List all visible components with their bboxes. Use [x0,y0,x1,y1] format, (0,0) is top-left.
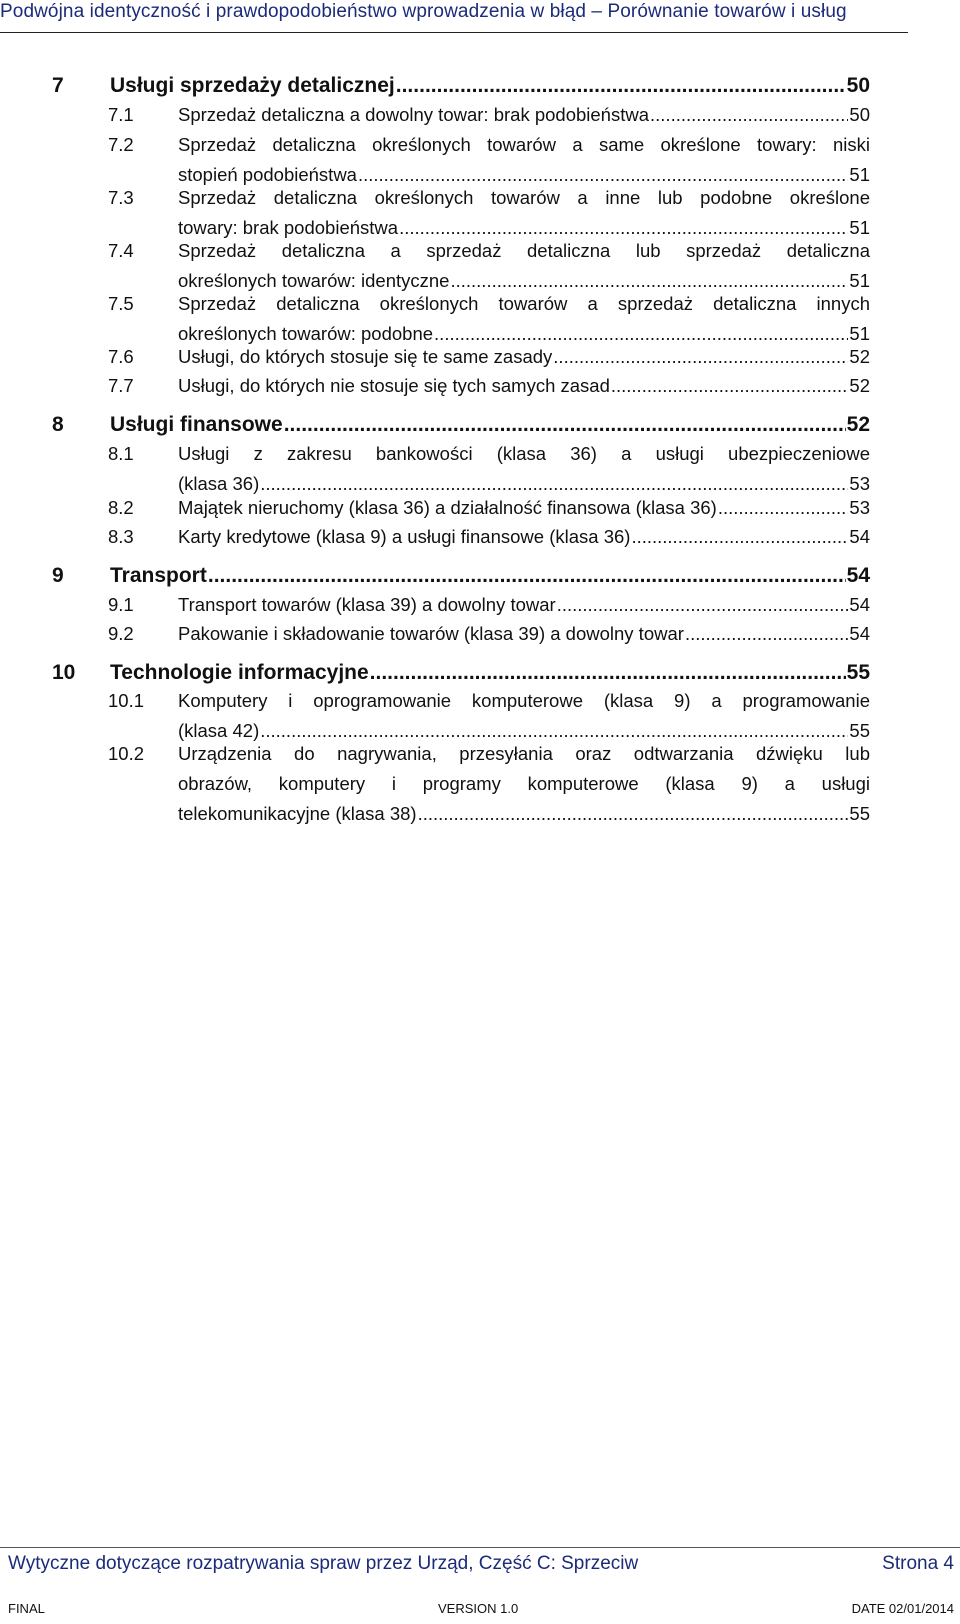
toc-dot-leader [396,73,846,99]
toc-page-number: 55 [846,661,870,684]
toc-dot-leader [450,269,848,292]
toc-dot-leader [208,563,846,589]
toc-dot-leader [399,216,848,239]
toc-page-number: 52 [849,375,870,396]
toc-number: 7.1 [108,104,134,125]
toc-page-number: 50 [849,104,870,125]
toc-title: stopień podobieństwa [178,164,357,185]
toc-title: Sprzedaż detaliczna określonych towarów a sprzedaż detaliczna innych [178,293,870,314]
toc-page-number: 53 [849,497,870,518]
footer-page-number: Strona 4 [882,1553,954,1574]
toc-dot-leader [370,660,846,686]
toc-title: Technologie informacyjne [110,661,369,684]
footer-divider [0,1547,960,1548]
header-title: Podwójna identyczność i prawdopodobieństwo wprowadzenia w błąd – Porównanie towarów i usług [0,1,847,22]
toc-number: 8.2 [108,497,134,518]
toc-page-number: 51 [849,217,870,238]
toc-title: określonych towarów: identyczne [178,270,450,291]
toc-page-number: 54 [849,526,870,547]
toc-number: 10.2 [108,743,145,764]
toc-title: obrazów, komputery i programy komputerowe (klasa 9) a usługi [178,773,870,794]
toc-title: towary: brak podobieństwa [178,217,399,238]
toc-title: Usługi z zakresu bankowości (klasa 36) a usługi ubezpieczeniowe [178,443,870,464]
toc-number: 8.1 [108,443,134,464]
toc-number: 7.6 [108,346,134,367]
footer-date: DATE 02/01/2014 [851,1601,954,1616]
toc-title: Usługi, do których nie stosuje się tych samych zasad [178,375,610,396]
toc-title: Majątek nieruchomy (klasa 36) a działalność finansowa (klasa 36) [178,497,717,518]
toc-number: 10.1 [108,690,145,711]
toc-title: Karty kredytowe (klasa 9) a usługi finansowe (klasa 36) [178,526,631,547]
toc-title: telekomunikacyjne (klasa 38) [178,803,417,824]
footer-status: FINAL [8,1601,45,1616]
toc-number: 7.5 [108,293,134,314]
toc-dot-leader [557,593,849,616]
toc-dot-leader [611,374,849,397]
toc-title: Sprzedaż detaliczna a dowolny towar: brak podobieństwa [178,104,650,125]
toc-page-number: 54 [849,623,870,644]
toc-dot-leader [685,622,848,645]
toc-dot-leader [718,496,849,519]
toc-page-number: 51 [849,323,870,344]
toc-page-number: 52 [849,346,870,367]
toc-number: 7.7 [108,375,134,396]
toc-title: Transport [110,564,207,587]
toc-number: 7.4 [108,240,134,261]
toc-dot-leader [631,525,848,548]
toc-page-number: 54 [846,564,870,587]
toc-title: Sprzedaż detaliczna określonych towarów a same określone towary: niski [178,134,870,155]
toc-dot-leader [434,322,848,345]
toc-title: Sprzedaż detaliczna określonych towarów a inne lub podobne określone [178,187,870,208]
toc-title: (klasa 36) [178,473,260,494]
toc-title: Usługi finansowe [110,413,283,436]
toc-number: 7 [52,74,64,97]
toc-dot-leader [284,412,846,438]
toc-number: 9.2 [108,623,134,644]
toc-dot-leader [553,345,848,368]
toc-title: Urządzenia do nagrywania, przesyłania oraz odtwarzania dźwięku lub [178,743,870,764]
toc-title: (klasa 42) [178,720,260,741]
toc-page-number: 55 [849,720,870,741]
toc-number: 9 [52,564,64,587]
toc-page-number: 54 [849,594,870,615]
toc-title: Usługi sprzedaży detalicznej [110,74,395,97]
toc-number: 10 [52,661,76,684]
toc-dot-leader [260,472,848,495]
toc-page-number: 52 [846,413,870,436]
toc-title: Usługi, do których stosuje się te same zasady [178,346,553,367]
toc-page-number: 51 [849,270,870,291]
footer-document-title: Wytyczne dotyczące rozpatrywania spraw przez Urząd, Część C: Sprzeciw [8,1553,639,1574]
toc-page-number: 50 [846,74,870,97]
toc-title: Transport towarów (klasa 39) a dowolny towar [178,594,556,615]
page-header [0,0,908,33]
toc-page-number: 55 [849,803,870,824]
footer-version: VERSION 1.0 [438,1601,519,1616]
toc-dot-leader [358,163,848,186]
toc-title: Pakowanie i składowanie towarów (klasa 39) a dowolny towar [178,623,684,644]
toc-page-number: 53 [849,473,870,494]
toc-dot-leader [650,103,848,126]
toc-number: 8.3 [108,526,134,547]
toc-page-number: 51 [849,164,870,185]
toc-title: Sprzedaż detaliczna a sprzedaż detaliczna lub sprzedaż detaliczna [178,240,870,261]
toc-dot-leader [418,802,849,825]
toc-number: 7.2 [108,134,134,155]
toc-number: 9.1 [108,594,134,615]
toc-number: 8 [52,413,64,436]
toc-title: Komputery i oprogramowanie komputerowe (klasa 9) a programowanie [178,690,870,711]
toc-dot-leader [260,719,848,742]
toc-title: określonych towarów: podobne [178,323,434,344]
toc-number: 7.3 [108,187,134,208]
